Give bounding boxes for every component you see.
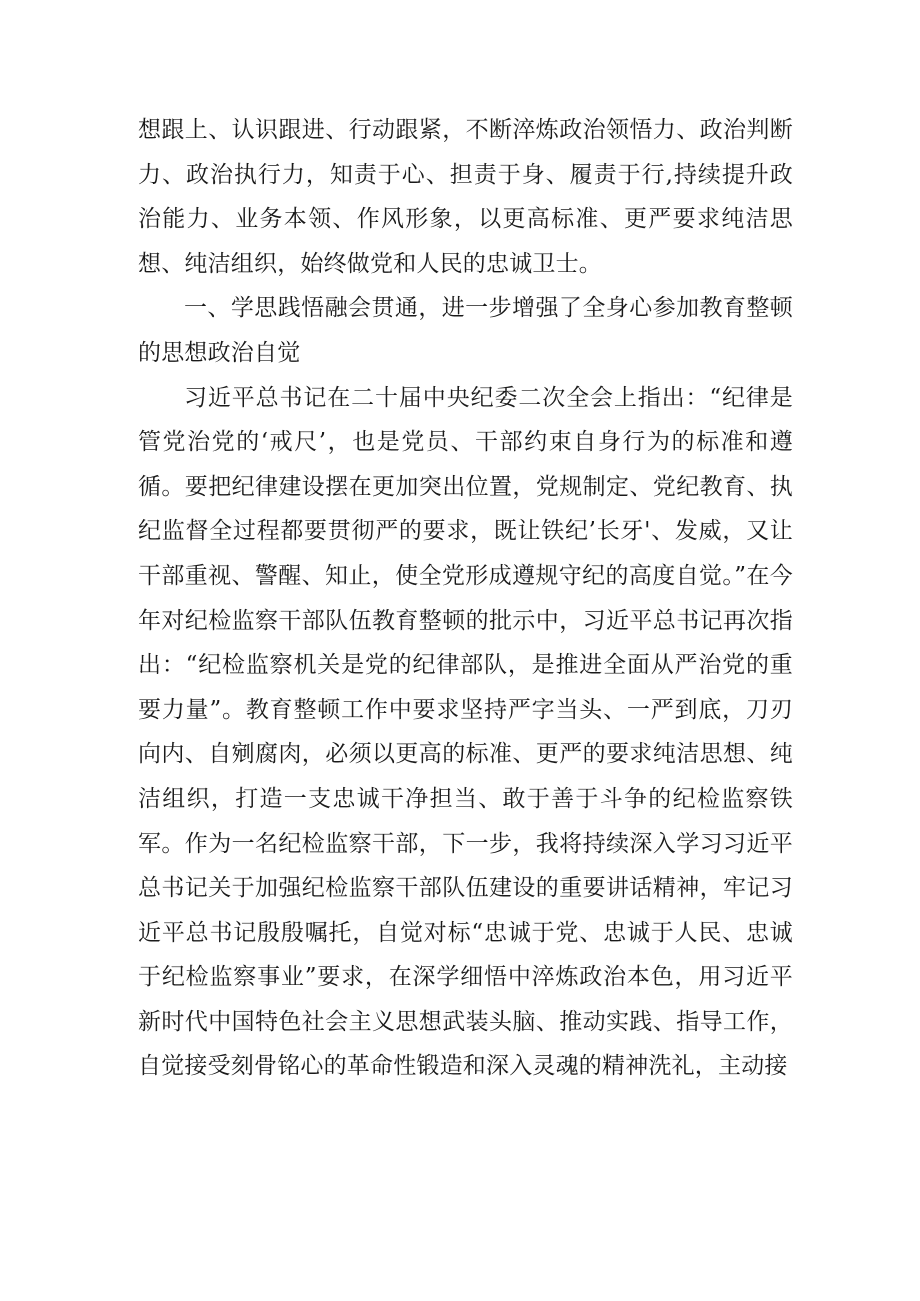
body-paragraph: 习近平总书记在二十届中央纪委二次全会上指出：“纪律是管党治党的‘戒尺’，也是党员、干部约束自身行为的标准和遵循。要把纪律建设摆在更加突出位置，党规制定、党纪教育、执纪监督全过程都要贯彻严的要求，既让铁纪’长牙'、发威，又让干部重视、警醒、知止，使全党形成遵规守纪的高度自觉。”在今年对纪检监察干部队伍教育整顿的批示中，习近平总书记再次指出：“纪检监察机关是党的纪律部队，是推进全面从严治党的重要力量”。教育整顿工作中要求坚持严字当头、一严到底，刀刃向内、自剜腐肉，必须以更高的标准、更严的要求纯洁思想、纯洁组织，打造一支忠诚干净担当、敢于善于斗争的纪检监察铁军。作为一名纪检监察干部，下一步，我将持续深入学习习近平总书记关于加强纪检监察干部队伍建设的重要讲话精神，牢记习近平总书记殷殷嘱托，自觉对标“忠诚于党、忠诚于人民、忠诚于纪检监察事业”要求，在深学细悟中淬炼政治本色，用习近平新时代中国特色社会主义思想武装头脑、推动实践、指导工作，自觉接受刻骨铭心的革命性锻造和深入灵魂的精神洗礼，主动接 [138,384,793,1080]
section-heading: 一、学思践悟融会贯通，进一步增强了全身心参加教育整顿的思想政治自觉 [138,295,793,366]
document-body [138,108,793,1089]
body-paragraph-continued: 想跟上、认识跟进、行动跟紧，不断淬炼政治领悟力、政治判断力、政治执行力，知责于心、担责于身、履责于行,持续提升政治能力、业务本领、作风形象，以更高标准、更严要求纯洁思想、纯洁组织，始终做党和人民的忠诚卫士。 [138,117,793,277]
